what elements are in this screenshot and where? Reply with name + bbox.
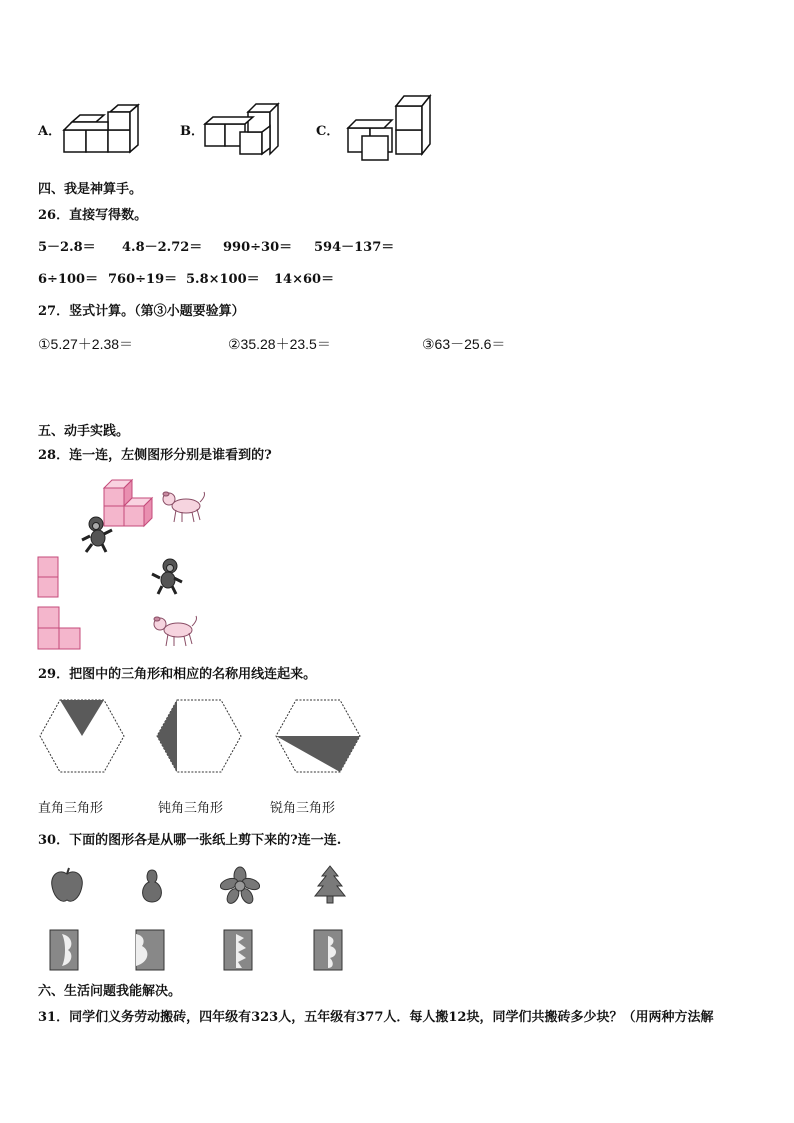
section-6-title: 六、生活问题我能解决。 (38, 984, 182, 999)
q26-item: 990÷30＝ (223, 240, 293, 255)
q26-title: 26．直接写得数。 (38, 208, 148, 223)
q26-item: 14×60＝ (274, 272, 335, 287)
q29-title: 29．把图中的三角形和相应的名称用线连起来。 (38, 667, 317, 682)
folded-paper-2 (134, 928, 168, 972)
label-right-triangle: 直角三角形 (38, 801, 104, 816)
option-c-cubes (340, 90, 436, 162)
q28-title: 28．连一连，左侧图形分别是谁看到的? (38, 448, 272, 463)
gourd-cutout-icon (134, 866, 170, 906)
q26-item: 5－2.8＝ (38, 240, 96, 255)
option-b-cubes (200, 98, 282, 160)
q26-item: 4.8－2.72＝ (122, 240, 203, 255)
section-4-title: 四、我是神算手。 (38, 182, 143, 197)
dog-icon (150, 614, 202, 650)
monkey-icon (78, 514, 118, 554)
q27-item-2: ②35.28＋23.5＝ (228, 336, 331, 352)
q26-item: 594－137＝ (314, 240, 395, 255)
option-a-label: A． (38, 124, 62, 139)
tree-cutout-icon (312, 864, 348, 906)
folded-paper-1 (48, 928, 82, 972)
view-shape-l (37, 606, 85, 652)
q27-item-3: ③63－25.6＝ (422, 336, 506, 352)
hexagon-right-triangle (38, 698, 128, 776)
flower-cutout-icon (220, 866, 260, 906)
q26-item: 5.8×100＝ (186, 272, 260, 287)
hexagon-obtuse-triangle (155, 698, 245, 776)
label-obtuse-triangle: 钝角三角形 (158, 801, 224, 816)
option-c-label: C． (316, 124, 340, 139)
folded-paper-4 (312, 928, 346, 972)
q30-title: 30．下面的图形各是从哪一张纸上剪下来的?连一连. (38, 833, 342, 848)
q31-text: 31．同学们义务劳动搬砖，四年级有323人，五年级有377人．每人搬12块，同学们共搬砖多少块？（用两种方法解 (38, 1010, 714, 1025)
option-b-label: B． (180, 124, 204, 139)
hexagon-acute-triangle (274, 698, 364, 776)
q26-item: 760÷19＝ (108, 272, 178, 287)
dog-icon (160, 490, 210, 526)
label-acute-triangle: 锐角三角形 (270, 801, 336, 816)
q26-item: 6÷100＝ (38, 272, 99, 287)
q27-title: 27．竖式计算。（第③小题要验算） (38, 304, 245, 319)
view-shape-column (37, 556, 63, 602)
folded-paper-3 (222, 928, 256, 972)
option-a-cubes (60, 100, 140, 160)
apple-cutout-icon (48, 866, 86, 906)
q27-item-1: ①5.27＋2.38＝ (38, 336, 134, 352)
monkey-icon (148, 556, 188, 596)
section-5-title: 五、动手实践。 (38, 424, 130, 439)
